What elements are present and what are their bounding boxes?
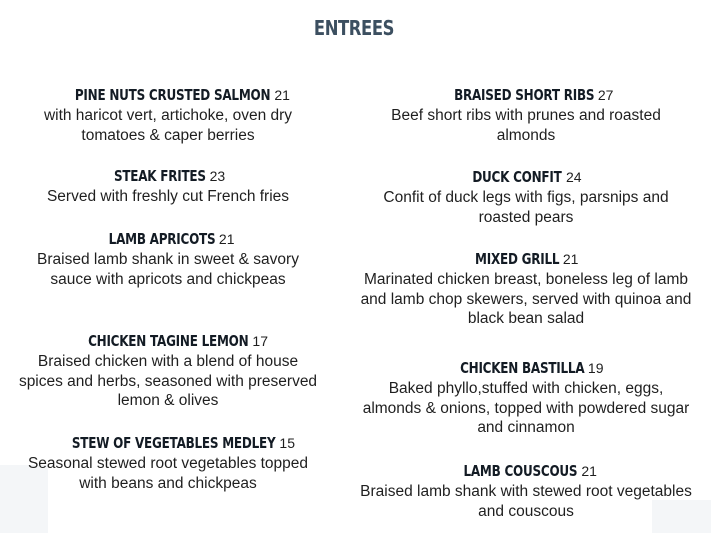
menu-item-description: Served with freshly cut French fries — [46, 188, 290, 205]
menu-item-name: STEAK FRITES — [113, 167, 206, 185]
menu-item-header — [18, 432, 318, 454]
menu-item-price: 23 — [209, 168, 226, 184]
menu-item-braised-short-ribs — [360, 84, 692, 145]
menu-item-duck-confit — [360, 166, 692, 227]
menu-item-lamb-couscous — [360, 460, 692, 521]
menu-item-price: 17 — [252, 333, 268, 349]
menu-item-stew-of-vegetables-medley — [18, 432, 318, 493]
menu-item-chicken-tagine-lemon — [18, 330, 318, 411]
menu-item-price: 21 — [562, 251, 579, 267]
menu-item-mixed-grill — [360, 248, 692, 329]
menu-item-description: Braised chicken with a blend of house spices and herbs, seasoned with preserved lemon & olives — [18, 353, 318, 409]
menu-item-name: STEW OF VEGETABLES MEDLEY — [71, 434, 276, 452]
menu-item-name: CHICKEN TAGINE LEMON — [88, 332, 249, 350]
menu-item-description: Seasonal stewed root vegetables topped with beans and chickpeas — [27, 455, 309, 492]
menu-item-chicken-bastilla — [360, 357, 692, 438]
menu-item-price: 27 — [597, 87, 614, 103]
menu-item-description: with haricot vert, artichoke, oven dry tomatoes & caper berries — [43, 107, 293, 144]
menu-item-price: 24 — [565, 169, 582, 185]
menu-item-steak-frites — [18, 165, 318, 207]
menu-item-description: Braised lamb shank in sweet & savory sauce with apricots and chickpeas — [37, 251, 299, 288]
menu-item-header — [18, 84, 318, 106]
menu-item-price: 21 — [218, 231, 235, 247]
menu-item-pine-nuts-crusted-salmon — [18, 84, 318, 145]
menu-item-header — [360, 248, 692, 270]
menu-item-price: 19 — [587, 360, 604, 376]
menu-item-name: MIXED GRILL — [474, 250, 559, 268]
menu-item-name: LAMB APRICOTS — [108, 230, 215, 248]
menu-item-lamb-apricots — [18, 228, 318, 289]
menu-item-name: DUCK CONFIT — [472, 168, 562, 186]
menu-item-header — [360, 166, 692, 188]
menu-item-price: 15 — [279, 435, 295, 451]
menu-item-header — [360, 357, 692, 379]
menu-item-description: Braised lamb shank with stewed root vegetables and couscous — [360, 483, 692, 520]
menu-item-name: PINE NUTS CRUSTED SALMON — [74, 86, 271, 104]
menu-item-header — [18, 165, 318, 187]
menu-item-header — [360, 460, 692, 482]
menu-item-name: CHICKEN BASTILLA — [459, 359, 584, 377]
menu-item-header — [18, 228, 318, 250]
menu-item-header — [360, 84, 692, 106]
section-title: ENTREES — [313, 16, 395, 40]
menu-item-description: Marinated chicken breast, boneless leg of lamb and lamb chop skewers, served with quinoa and black bean salad — [360, 271, 692, 327]
menu-item-price: 21 — [581, 463, 597, 479]
menu-item-name: LAMB COUSCOUS — [463, 462, 578, 480]
menu-item-description: Beef short ribs with prunes and roasted almonds — [391, 107, 661, 144]
menu-item-price: 21 — [274, 87, 290, 103]
menu-item-name: BRAISED SHORT RIBS — [453, 86, 594, 104]
menu-item-header — [18, 330, 318, 352]
menu-item-description: Baked phyllo,stuffed with chicken, eggs, almonds & onions, topped with powdered sugar and cinnamon — [362, 380, 690, 436]
menu-item-description: Confit of duck legs with figs, parsnips and roasted pears — [383, 189, 669, 226]
